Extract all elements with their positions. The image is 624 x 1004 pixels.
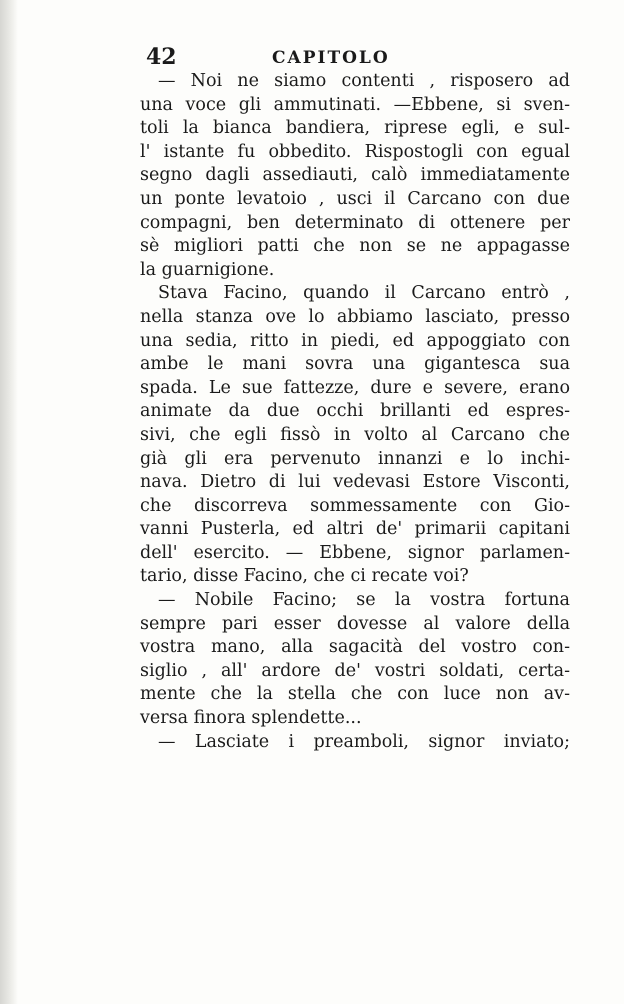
text-line: — Lasciate i preamboli, signor inviato; (158, 731, 570, 752)
text-line: nava. Dietro di lui vedevasi Estore Visconti, (140, 472, 570, 493)
text-line: un ponte levatoio , usci il Carcano con due (140, 188, 570, 209)
text-line: vanni Pusterla, ed altri de' primarii capitani (140, 519, 570, 540)
text-line: spada. Le sue fattezze, dure e severe, erano (140, 377, 570, 398)
text-line: nella stanza ove lo abbiamo lasciato, presso (140, 306, 570, 327)
text-line: tario, disse Facino, che ci recate voi? (140, 566, 469, 587)
body-text (140, 70, 570, 754)
text-line: una voce gli ammutinati. —Ebbene, si sven- (140, 94, 570, 115)
text-line: Stava Facino, quando il Carcano entrò , (158, 283, 570, 304)
page-header (146, 44, 576, 70)
text-line: già gli era pervenuto innanzi e lo inchi- (140, 448, 570, 469)
text-line: sempre pari esser dovesse al valore della (140, 613, 570, 634)
text-line: compagni, ben determinato di ottenere per (140, 212, 570, 233)
text-line: sivi, che egli fissò in volto al Carcano che (140, 424, 570, 445)
text-line: vostra mano, alla sagacità del vostro con- (140, 637, 570, 658)
text-line: ambe le mani sovra una gigantesca sua (140, 354, 570, 375)
text-line: l' istante fu obbedito. Rispostogli con egual (140, 141, 570, 162)
text-line: segno dagli assediauti, calò immediatamente (140, 165, 570, 186)
text-line: — Nobile Facino; se la vostra fortuna (158, 590, 570, 611)
text-line: che discorreva sommessamente con Gio- (140, 495, 570, 516)
text-line: — Noi ne siamo contenti , risposero ad (158, 71, 570, 91)
page-number: 42 (146, 44, 177, 70)
text-line: toli la bianca bandiera, riprese egli, e sul- (140, 118, 570, 139)
text-line: siglio , all' ardore de' vostri soldati, certa- (140, 660, 570, 681)
running-title: CAPITOLO (272, 48, 390, 68)
text-line: mente che la stella che con luce non av- (140, 684, 570, 705)
text-line: una sedia, ritto in piedi, ed appoggiato con (140, 330, 570, 351)
text-line: sè migliori patti che non se ne appagasse (140, 236, 570, 257)
page-gutter-shadow (0, 0, 18, 1004)
text-line: dell' esercito. — Ebbene, signor parlamen- (140, 542, 570, 563)
text-line: animate da due occhi brillanti ed espres- (140, 401, 570, 422)
text-line: versa finora splendette... (140, 708, 362, 729)
text-line: la guarnigione. (140, 259, 275, 280)
